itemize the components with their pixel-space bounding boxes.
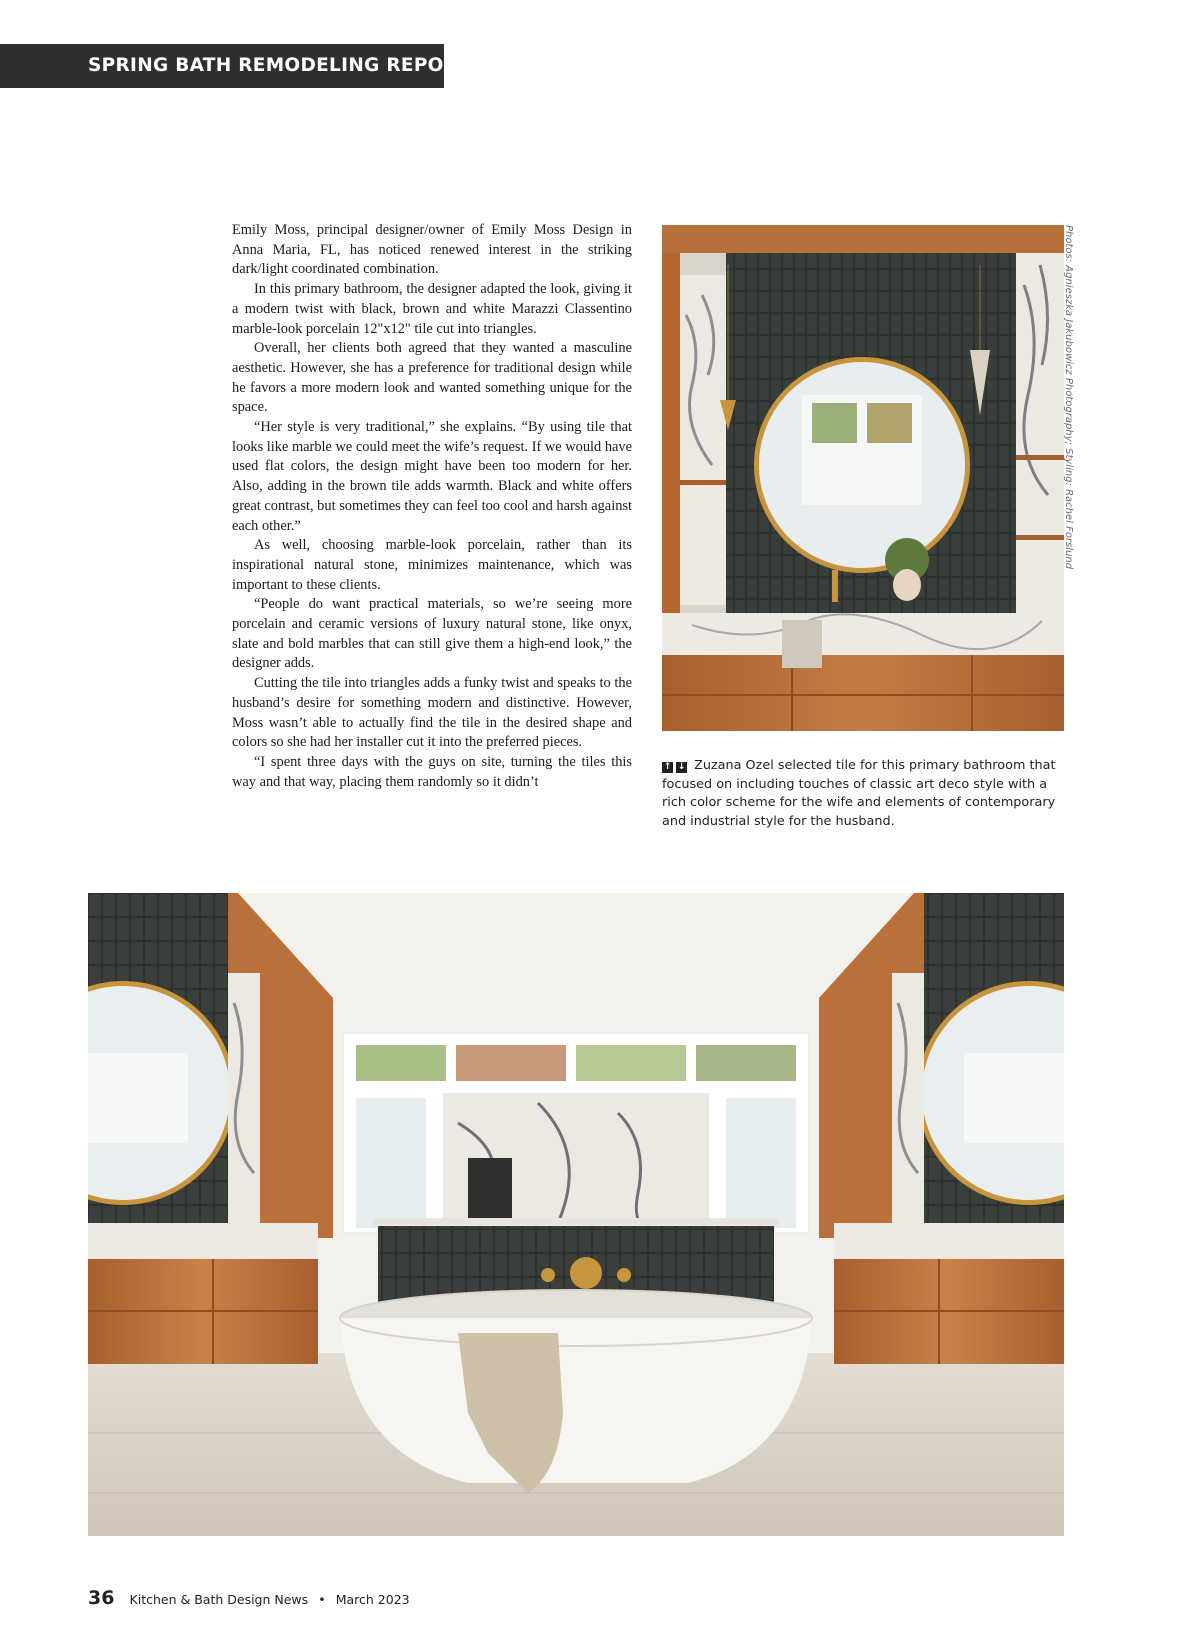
- article-paragraph: Cutting the tile into triangles adds a funky twist and speaks to the husband’s desire for something modern and distinctive. However, Moss wasn’t able to actually find the tile in the desired shape and colors so she had her installer cut it into the preferred pieces.: [232, 675, 632, 751]
- down-arrow-icon: ↓: [677, 762, 686, 772]
- article-paragraph: In this primary bathroom, the designer adapted the look, giving it a modern twist with black, brown and white Marazzi Classentino marble-look porcelain 12"x12" tile cut into triangles.: [232, 281, 632, 337]
- bathroom-wide-photo: [88, 893, 1064, 1536]
- caption-text: Zuzana Ozel selected tile for this primary bathroom that focused on including touches of classic art deco style with a rich color scheme for the wife and elements of contemporary and industrial style for the husband.: [662, 758, 1056, 829]
- photo-caption: [662, 757, 1064, 831]
- section-title: SPRING BATH REMODELING REPORT: [88, 55, 471, 76]
- up-arrow-icon: ↑: [663, 762, 672, 772]
- article-body: [232, 221, 632, 792]
- section-banner: [0, 44, 471, 88]
- page-footer: [88, 1587, 410, 1615]
- article-paragraph: Emily Moss, principal designer/owner of Emily Moss Design in Anna Maria, FL, has noticed renewed interest in the striking dark/light coordinated combination.: [232, 222, 632, 278]
- article-paragraph: As well, choosing marble-look porcelain, rather than its inspirational natural stone, minimizes maintenance, which was important to these clients.: [232, 537, 632, 593]
- photo-credit: Photos: Agnieszka Jakubowicz Photography; Styling: Rachel Forslund: [1063, 225, 1074, 570]
- issue-date: March 2023: [335, 1592, 410, 1607]
- article-paragraph: “I spent three days with the guys on site, turning the tiles this way and that way, placing them randomly so it didn’t: [232, 753, 632, 790]
- page-number: 36: [88, 1587, 115, 1609]
- article-paragraph: Overall, her clients both agreed that they wanted a masculine aesthetic. However, she has a preference for traditional design while he favors a more modern look and wanted something unique for the space.: [232, 340, 632, 416]
- publication-name: Kitchen & Bath Design News: [129, 1592, 309, 1607]
- footer-separator: •: [318, 1592, 326, 1607]
- article-paragraph: “Her style is very traditional,” she explains. “By using tile that looks like marble we could meet the wife’s request. If we would have used flat colors, the design might have been too modern for her. Also, adding in the brown tile adds warmth. Black and white offers great contrast, but sometimes they can feel too cool and harsh against each other.”: [232, 419, 633, 534]
- article-paragraph: “People do want practical materials, so we’re seeing more porcelain and ceramic versions of luxury natural stone, like onyx, slate and bold marbles that can still give them a high-end look,” the designer adds.: [232, 596, 632, 672]
- vanity-photo: [662, 225, 1064, 731]
